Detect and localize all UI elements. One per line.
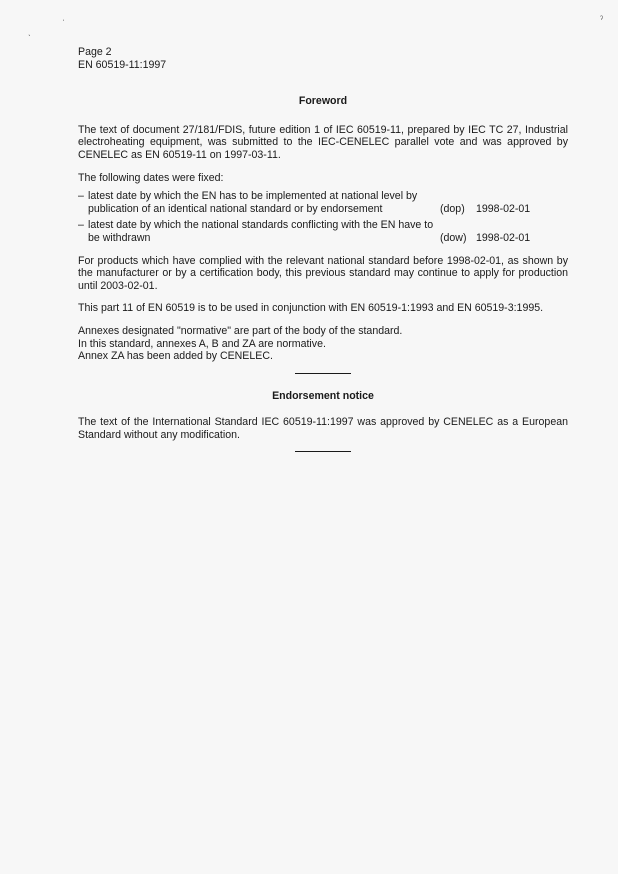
scan-speck: ˎ [28,26,31,36]
annex-line: Annexes designated "normative" are part of the body of the standard. [78,324,403,337]
dates-intro: The following dates were fixed: [78,171,224,184]
section-divider [295,451,351,452]
date-description: latest date by which the EN has to be implemented at national level by publication of an identical national standard or by endorsement [88,190,418,215]
date-row-dop [78,190,568,215]
page-number: Page 2 [78,46,112,58]
foreword-title: Foreword [298,95,348,108]
scan-speck: ˀ [600,14,604,24]
annex-notes [78,325,568,363]
foreword-paragraph-1: The text of document 27/181/FDIS, future edition 1 of IEC 60519-11, prepared by IEC TC 27, Industrial electroheating equipment, was submitted to the IEC-CENELEC parallel vote and was approved by CENELEC as EN 60519-11 on 1997-03-11. [78,123,568,161]
date-description: latest date by which the national standards conflicting with the EN have to be withdrawn [88,219,434,244]
annex-line: Annex ZA has been added by CENELEC. [78,350,273,363]
date-row-dow [78,219,568,244]
date-code: (dow) [440,231,467,244]
date-value: 1998-02-01 [476,202,531,215]
endorsement-text: The text of the International Standard IEC 60519-11:1997 was approved by CENELEC as a European Standard without any modification. [78,416,568,441]
page-content [78,46,568,468]
list-dash: – [78,190,84,203]
annex-line: In this standard, annexes A, B and ZA are normative. [78,337,326,350]
date-value: 1998-02-01 [476,231,531,244]
date-code: (dop) [440,202,465,215]
dates-list [78,190,568,244]
section-divider [295,373,351,374]
list-dash: – [78,219,84,232]
foreword-paragraph-3: This part 11 of EN 60519 is to be used in conjunction with EN 60519-1:1993 and EN 60519-3:1995. [78,302,544,315]
foreword-paragraph-2: For products which have complied with the relevant national standard before 1998-02-01, as shown by the manufacturer or by a certification body, this previous standard may continue to apply for production until 2003-02-01. [78,254,568,292]
scan-speck: ˈ [62,18,65,28]
document-id: EN 60519-11:1997 [78,58,167,71]
endorsement-title: Endorsement notice [272,389,374,402]
